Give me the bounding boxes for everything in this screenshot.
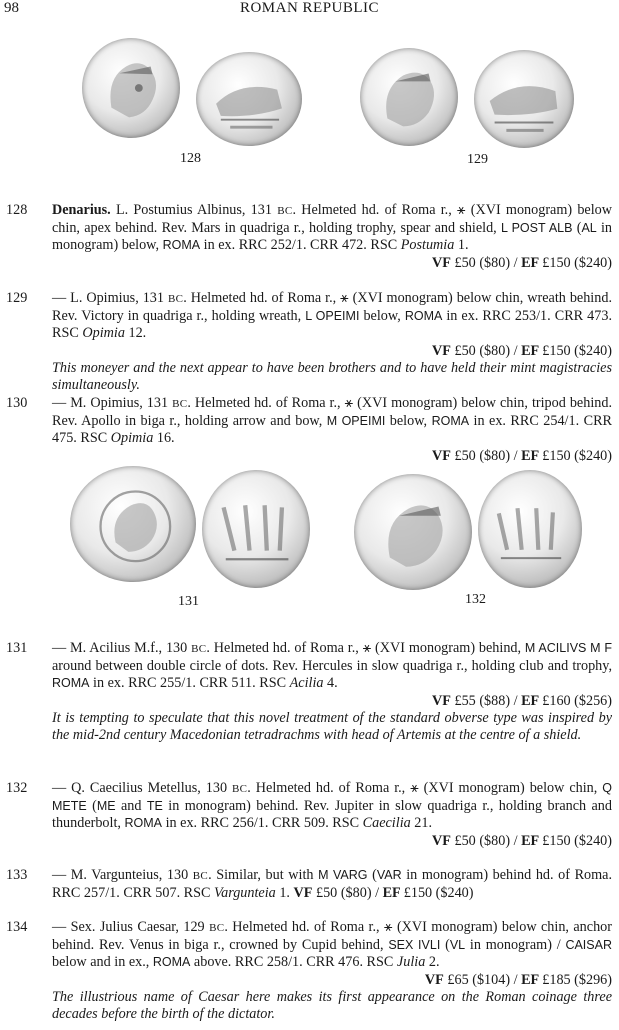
monogram-glyph: ⚹ <box>457 202 466 218</box>
grade-ef: EF <box>521 971 543 988</box>
grade-ef: EF <box>382 885 404 902</box>
grade-ef: EF <box>521 692 543 709</box>
entry-number: 133 <box>6 867 28 883</box>
coin-legend: L OPEIMI <box>305 309 360 324</box>
grade-ef: EF <box>521 447 543 464</box>
entry-number: 134 <box>6 919 28 935</box>
entry-note: The illustrious name of Caesar here makes its first appearance on the Roman coinage three decades before the birth of the dictator. <box>52 988 612 1023</box>
coin-legend: L POST ALB <box>500 221 573 236</box>
monogram-glyph: ⚹ <box>384 919 393 935</box>
entry-description: — M. Vargunteius, 130 BC. Similar, but with M VARG (VAR in monogram) behind hd. of Roma. RRC 257/1. CRR 507. RSC Vargunteia 1. VF £50 ($80) / EF £150 ($240) <box>52 867 613 902</box>
price-line: VF £55 ($88) / EF £160 ($256) <box>432 692 612 709</box>
coin-legend: M OPEIMI <box>326 414 386 429</box>
price-line: VF £50 ($80) / EF £150 ($240) <box>432 447 612 464</box>
coin-129-reverse-image <box>474 50 574 148</box>
coin-legend: M ACILIVS M F <box>524 641 612 655</box>
monogram-glyph: ⚹ <box>362 640 372 656</box>
coin-132-obverse-image <box>354 474 472 590</box>
entry-description: — M. Acilius M.f., 130 BC. Helmeted hd. of Roma r., ⚹ (XVI monogram) behind, M ACILIVS M F around between double circle of dots. Rev. Hercules in slow quadriga r., holding club and trophy, ROMA in ex. RRC 255/1. CRR 511. RSC Acilia 4. VF £55 ($88) / EF £160 ($256) It is tempting to speculate that this novel treatment of the standard obverse type was inspired by the mid-2nd century Macedonian tetradrachms with head of Artemis at the centre of a shield. <box>52 640 612 744</box>
coin-131-reverse-image <box>202 470 310 588</box>
grade-ef: EF <box>521 254 543 271</box>
coin-128-obverse-image <box>82 38 180 138</box>
denomination: Denarius. <box>52 202 111 218</box>
coin-129-obverse-image <box>360 48 458 146</box>
grade-ef: EF <box>521 342 543 359</box>
monogram-glyph: ⚹ <box>344 395 354 411</box>
plate-caption-129: 129 <box>467 152 488 167</box>
coin-legend: M VARG <box>318 868 368 882</box>
entry-number: 128 <box>6 202 28 218</box>
entry-note: This moneyer and the next appear to have been brothers and to have held their mint magistracies simultaneously. <box>52 359 612 394</box>
entry-description: — Sex. Julius Caesar, 129 BC. Helmeted hd. of Roma r., ⚹ (XVI monogram) below chin, anchor behind. Rev. Venus in biga r., crowned by Cupid behind, SEX IVLI (VL in monogram) / CAISAR below and in ex., ROMA above. RRC 258/1. CRR 476. RSC Julia 2. VF £65 ($104) / EF £185 ($296) The illustrious name of Caesar here makes its first appearance on the Roman coinage three decades before the birth of the dictator. <box>52 919 612 1023</box>
entry-number: 132 <box>6 780 28 796</box>
entry-number: 129 <box>6 290 28 306</box>
price-line: VF £50 ($80) / EF £150 ($240) <box>432 254 612 271</box>
entry-description: — M. Opimius, 131 BC. Helmeted hd. of Roma r., ⚹ (XVI monogram) below chin, tripod behind. Rev. Apollo in biga r., holding arrow and bow, M OPEIMI below, ROMA in ex. RRC 254/1. CRR 475. RSC Opimia 16. VF £50 ($80) / EF £150 ($240) <box>52 395 612 464</box>
coin-legend: SEX IVLI <box>388 938 441 953</box>
coin-128-reverse-image <box>196 52 302 146</box>
page-number: 98 <box>4 0 19 16</box>
entry-description: — Q. Caecilius Metellus, 130 BC. Helmeted hd. of Roma r., ⚹ (XVI monogram) below chin, Q METE (ME and TE in monogram) behind. Rev. Jupiter in slow quadriga r., holding branch and thunderbolt, ROMA in ex. RRC 256/1. CRR 509. RSC Caecilia 21. VF £50 ($80) / EF £150 ($240) <box>52 780 612 849</box>
price-line: VF £50 ($80) / EF £150 ($240) <box>432 832 612 849</box>
entry-description: — L. Opimius, 131 BC. Helmeted hd. of Roma r., ⚹ (XVI monogram) below chin, wreath behind. Rev. Victory in quadriga r., holding wreath, L OPEIMI below, ROMA in ex. RRC 253/1. CRR 473. RSC Opimia 12. VF £50 ($80) / EF £150 ($240) This moneyer and the next appear to have been brothers and to have held their mint magistracies simultaneously. <box>52 290 613 394</box>
page-header <box>0 0 619 20</box>
entry-description: Denarius. L. Postumius Albinus, 131 BC. Helmeted hd. of Roma r., ⚹ (XVI monogram) below chin, apex behind. Rev. Mars in quadriga r., holding trophy, spear and shield, L POST ALB (AL in monogram) below, ROMA in ex. RRC 252/1. CRR 472. RSC Postumia 1. VF £50 ($80) / EF £150 ($240) <box>52 202 612 271</box>
monogram-glyph: ⚹ <box>340 290 349 306</box>
price-line: VF £65 ($104) / EF £185 ($296) <box>424 971 612 988</box>
plate-caption-128: 128 <box>180 151 201 166</box>
entry-note: It is tempting to speculate that this novel treatment of the standard obverse type was inspired by the mid-2nd century Macedonian tetradrachms with head of Artemis at the centre of a shield. <box>52 709 612 744</box>
coin-legend: Q METE <box>52 781 612 814</box>
price-line: VF £50 ($80) / EF £150 ($240) <box>432 342 612 359</box>
plate-caption-131: 131 <box>178 594 199 609</box>
coin-131-obverse-image <box>70 466 196 582</box>
plate-caption-132: 132 <box>465 592 486 607</box>
entry-number: 131 <box>6 640 28 656</box>
coin-132-reverse-image <box>478 470 582 588</box>
monogram-glyph: ⚹ <box>410 780 419 796</box>
grade-ef: EF <box>521 832 543 849</box>
entry-number: 130 <box>6 395 28 411</box>
running-title: ROMAN REPUBLIC <box>239 0 380 16</box>
